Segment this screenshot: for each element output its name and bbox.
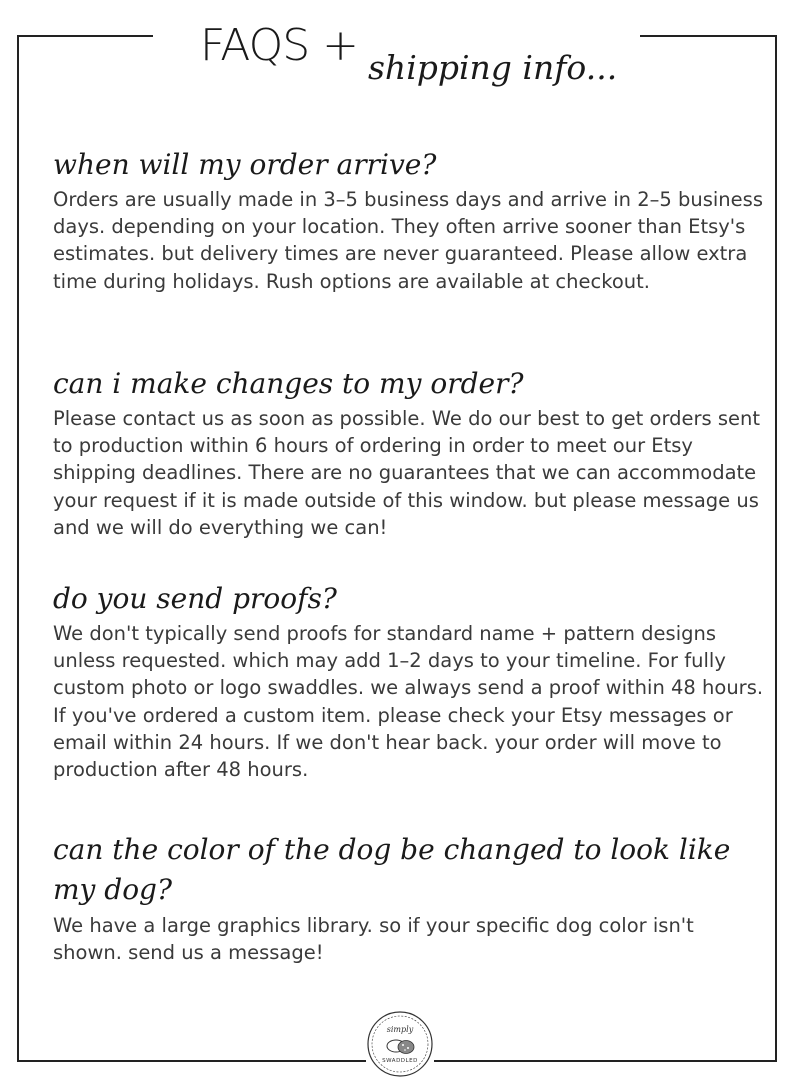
logo-text-top: simply <box>386 1025 414 1034</box>
page-title: FAQS + <box>200 20 359 71</box>
faq-item <box>53 146 765 295</box>
faq-item <box>53 830 765 966</box>
faq-question: can the color of the dog be changed to look like my dog? <box>53 833 731 906</box>
frame-left-line <box>17 35 19 1062</box>
faq-answer: We don't typically send proofs for standard name + pattern designs unless requested. which may add 1–2 days to your timeline. For fully custom photo or logo swaddles. we always send a proof within 48 hours. If you've ordered a custom item. please check your Etsy messages or email within 24 hours. If we don't hear back. your order will move to production after 48 hours. <box>53 622 764 782</box>
faq-answer: We have a large graphics library. so if your specific dog color isn't shown. send us a message! <box>53 914 694 965</box>
frame-top-right-line <box>640 35 777 37</box>
frame-bottom-right-line <box>434 1060 777 1062</box>
baby-swaddle-icon <box>366 1010 434 1078</box>
brand-logo <box>366 1010 434 1078</box>
faq-question: can i make changes to my order? <box>53 367 524 400</box>
faq-item <box>53 365 765 541</box>
faq-answer: Orders are usually made in 3–5 business days and arrive in 2–5 business days. depending on your location. They often arrive sooner than Etsy's estimates. but delivery times are never guaranteed. Please allow extra time during holidays. Rush options are available at checkout. <box>53 188 763 293</box>
logo-text-bottom: SWADDLED <box>382 1058 418 1064</box>
faq-question: do you send proofs? <box>53 582 337 615</box>
frame-top-left-line <box>17 35 153 37</box>
page-subtitle: shipping info... <box>368 48 618 87</box>
faq-item <box>53 580 765 783</box>
faq-question: when will my order arrive? <box>53 148 437 181</box>
frame-right-line <box>775 35 777 1062</box>
frame-bottom-left-line <box>17 1060 366 1062</box>
faq-answer: Please contact us as soon as possible. We do our best to get orders sent to production within 6 hours of ordering in order to meet our Etsy shipping deadlines. There are no guarantees that we can accommodate your request if it is made outside of this window. but please message us and we will do everything we can! <box>53 407 761 539</box>
